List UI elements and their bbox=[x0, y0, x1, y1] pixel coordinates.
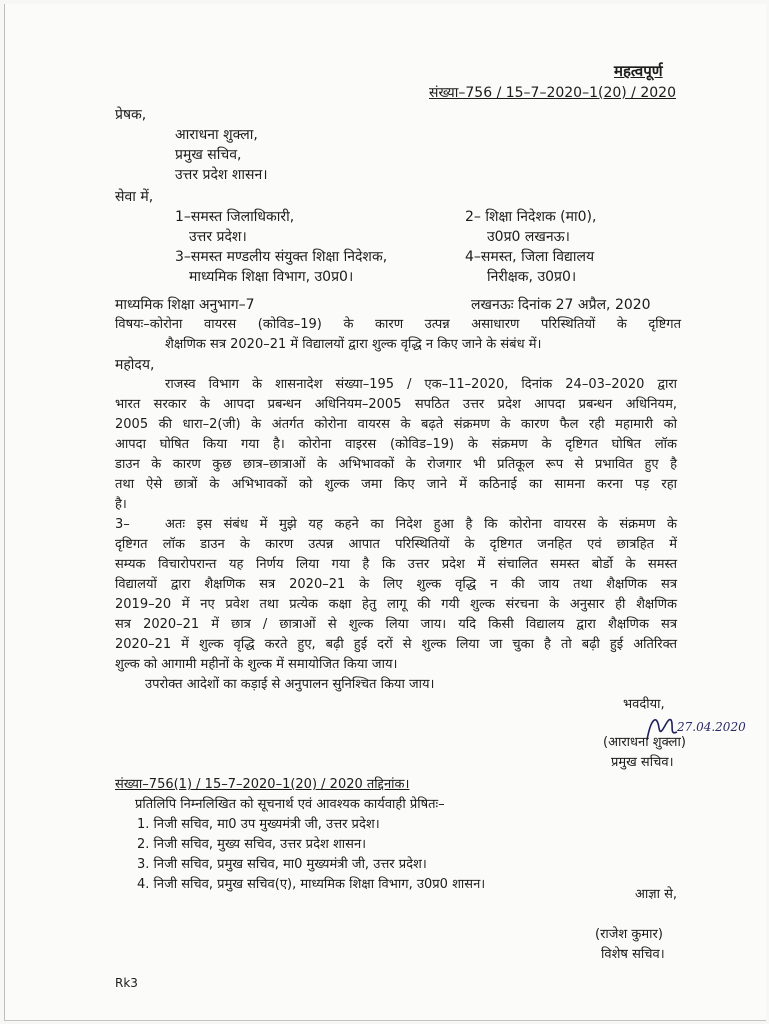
subject-line-2: शैक्षणिक सत्र 2020–21 में विद्यालयों द्वारा शुल्क वृद्धि न किए जाने के संबंध में। bbox=[165, 337, 542, 352]
para2-line: सत्र 2020–21 में छात्र / छात्राओं से शुल्क लिया जाय। यदि किसी विद्यालय द्वारा शैक्षणिक सत्र bbox=[115, 617, 677, 632]
closing-line: भवदीया, bbox=[623, 697, 665, 712]
recipient-2-line2: उ0प्र0 लखनऊ। bbox=[487, 229, 570, 245]
copy-intro: प्रतिलिपि निम्नलिखित को सूचनार्थ एवं आवश्यक कार्यवाही प्रेषितः– bbox=[135, 797, 445, 812]
recipient-3-line1: 3–समस्त मण्डलीय संयुक्त शिक्षा निदेशक, bbox=[175, 249, 388, 265]
para2-line: 2020–21 में शुल्क वृद्धि करते हुए, बढ़ी हुई दरों से शुल्क लिया जा चुका है तो बढ़ी हुई अतिरिक्त bbox=[115, 637, 677, 652]
sender-name: आराधना शुक्ला, bbox=[175, 127, 258, 143]
para2-line: 2019–20 में नए प्रवेश तथा प्रत्येक कक्षा हेतु लागू की गयी शुल्क संरचना के अनुसार ही शैक्षणिक bbox=[115, 597, 677, 612]
signatory-2-title: विशेष सचिव। bbox=[601, 947, 665, 962]
para2-line: शुल्क को आगामी महीनों के शुल्क में समायोजित किया जाय। bbox=[115, 657, 398, 672]
para2-line: सम्यक विचारोपरान्त यह निर्णय लिया गया है कि उत्तर प्रदेश में संचालित समस्त बोर्डो के समस्त bbox=[115, 557, 677, 572]
signatory-1-title: प्रमुख सचिव। bbox=[611, 755, 674, 770]
signatory-1-name: (आराधना शुक्ला) bbox=[603, 735, 686, 750]
para1-line: 2005 की धारा–2(जी) के अंतर्गत कोरोना वायरस के बढ़ते संक्रमण के कारण फैल रही महामारी को bbox=[115, 417, 677, 432]
para2-line: विद्यालयों द्वारा शैक्षणिक सत्र 2020–21 के लिए शुल्क वृद्धि न की जाय तथा शैक्षणिक सत्र bbox=[115, 577, 677, 592]
salutation: महोदय, bbox=[115, 357, 155, 373]
copy-reference: संख्या–756(1) / 15–7–2020–1(20) / 2020 तद्दिनांक। bbox=[115, 777, 410, 792]
para1-line: राजस्व विभाग के शासनादेश संख्या–195 / एक–11–2020, दिनांक 24–03–2020 द्वारा bbox=[165, 377, 677, 392]
para1-line: तथा ऐसे छात्रों के अभिभावकों को शुल्क जमा किए जाने में कठिनाई का सामना करना पड़ रहा bbox=[115, 477, 677, 492]
para1-line: भारत सरकार के आपदा प्रबन्धन अधिनियम–2005 सपठित उत्तर प्रदेश आपदा प्रबन्धन अधिनियम, bbox=[115, 397, 677, 412]
copy-item: 3. निजी सचिव, प्रमुख सचिव, मा0 मुख्यमंत्री जी, उत्तर प्रदेश। bbox=[137, 857, 427, 872]
place-date: लखनऊः दिनांक 27 अप्रैल, 2020 bbox=[471, 297, 651, 313]
recipient-2-line1: 2– शिक्षा निदेशक (मा0), bbox=[465, 209, 597, 225]
sender-title: प्रमुख सचिव, bbox=[175, 147, 242, 163]
recipient-4-line2: निरीक्षक, उ0प्र0। bbox=[487, 269, 577, 285]
para1-line: आपदा घोषित किया गया है। कोरोना वाइरस (कोविड–19) के संक्रमण के दृष्टिगत घोषित लॉक bbox=[115, 437, 677, 452]
para2-line: अतः इस संबंध में मुझे यह कहने का निदेश हुआ है कि कोरोना वायरस के संक्रमण के bbox=[165, 517, 677, 532]
recipient-3-line2: माध्यमिक शिक्षा विभाग, उ0प्र0। bbox=[189, 269, 354, 285]
reference-number: संख्या–756 / 15–7–2020–1(20) / 2020 bbox=[429, 85, 676, 101]
order-line: आज्ञा से, bbox=[635, 887, 678, 902]
signatory-2-name: (राजेश कुमार) bbox=[595, 927, 663, 942]
recipient-4-line1: 4–समस्त, जिला विद्यालय bbox=[465, 249, 595, 265]
para1-line: है। bbox=[115, 497, 127, 512]
letter-page bbox=[4, 4, 766, 1021]
copy-item: 2. निजी सचिव, मुख्य सचिव, उत्तर प्रदेश शासन। bbox=[137, 837, 367, 852]
compliance-line: उपरोक्त आदेशों का कड़ाई से अनुपालन सुनिश्चित किया जाय। bbox=[145, 677, 435, 692]
signature-date: 27.04.2020 bbox=[677, 720, 746, 734]
department-section: माध्यमिक शिक्षा अनुभाग–7 bbox=[115, 297, 255, 313]
importance-label: महत्वपूर्ण bbox=[614, 62, 663, 80]
footer-mark: Rk3 bbox=[115, 976, 138, 990]
sender-office: उत्तर प्रदेश शासन। bbox=[175, 167, 268, 183]
subject-line-1: विषयः–कोरोना वायरस (कोविड–19) के कारण उत्पन्न असाधारण परिस्थितियों के दृष्टिगत bbox=[115, 317, 681, 332]
copy-item: 4. निजी सचिव, प्रमुख सचिव(ए), माध्यमिक शिक्षा विभाग, उ0प्र0 शासन। bbox=[137, 877, 486, 892]
recipients-label: सेवा में, bbox=[115, 189, 154, 205]
copy-item: 1. निजी सचिव, मा0 उप मुख्यमंत्री जी, उत्तर प्रदेश। bbox=[137, 817, 380, 832]
sender-label: प्रेषक, bbox=[115, 107, 147, 123]
para1-line: डाउन के कारण कुछ छात्र–छात्राओं के अभिभावकों के रोजगार भी प्रतिकूल रूप से प्रभावित हुए है bbox=[115, 457, 677, 472]
para2-line: दृष्टिगत लॉक डाउन के कारण उत्पन्न आपात परिस्थितियों के दृष्टिगत जनहित एवं छात्रहित में bbox=[115, 537, 677, 552]
recipient-1-line1: 1–समस्त जिलाधिकारी, bbox=[175, 209, 295, 225]
para2-number: 3– bbox=[115, 517, 130, 532]
recipient-1-line2: उत्तर प्रदेश। bbox=[189, 229, 247, 245]
